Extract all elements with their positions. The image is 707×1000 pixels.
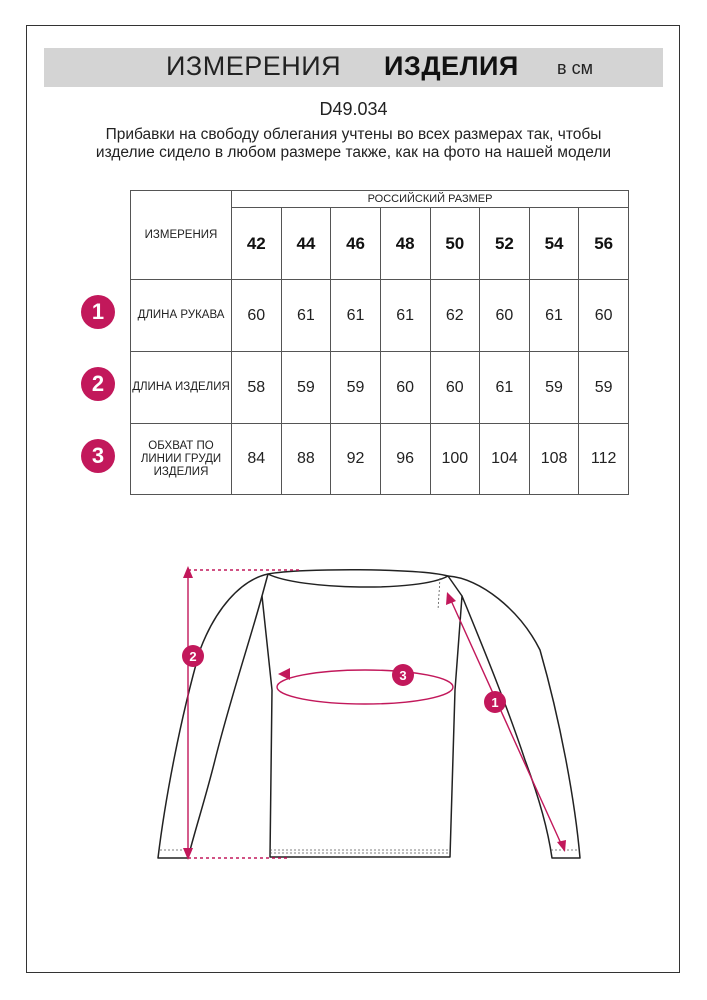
svg-text:3: 3 [399,668,407,683]
size-header: 44 [281,208,331,280]
title-word-product: ИЗДЕЛИЯ [384,51,519,81]
title-unit: в см [557,58,593,78]
cell-value: 59 [529,352,579,424]
cell-value: 60 [232,280,282,352]
cell-value: 60 [480,280,530,352]
cell-value: 108 [529,424,579,495]
diagram-marker-1 [484,691,506,713]
row-number-badge: 2 [81,367,115,401]
size-header: 54 [529,208,579,280]
cell-value: 59 [331,352,381,424]
size-header: 50 [430,208,480,280]
sweater-outline [158,570,580,858]
diagram-marker-2 [182,645,204,667]
fit-note: Прибавки на свободу облегания учтены во всех размерах так, чтобы изделие сидело в любом размере также, как на фото на нашей модели [95,126,612,161]
size-header: 46 [331,208,381,280]
row-number-badge: 1 [81,295,115,329]
cell-value: 59 [579,352,629,424]
cell-value: 61 [480,352,530,424]
measurements-header: ИЗМЕРЕНИЯ [131,191,232,280]
cell-value: 60 [579,280,629,352]
cell-value: 58 [232,352,282,424]
size-header: 48 [380,208,430,280]
size-header: 56 [579,208,629,280]
diagram-marker-3 [392,664,414,686]
cell-value: 59 [281,352,331,424]
row-label: ДЛИНА РУКАВА [131,280,232,352]
product-code: D49.034 [319,99,388,119]
cell-value: 104 [480,424,530,495]
cell-value: 61 [281,280,331,352]
cell-value: 88 [281,424,331,495]
svg-text:2: 2 [189,649,197,664]
title-word-measurements: ИЗМЕРЕНИЯ [166,51,342,81]
size-group-header: РОССИЙСКИЙ РАЗМЕР [232,191,629,208]
cell-value: 84 [232,424,282,495]
svg-text:1: 1 [491,695,499,710]
cell-value: 96 [380,424,430,495]
cell-value: 92 [331,424,381,495]
cell-value: 61 [529,280,579,352]
size-header: 52 [480,208,530,280]
row-label: ОБХВАТ ПО ЛИНИИ ГРУДИ ИЗДЕЛИЯ [131,424,232,495]
cell-value: 62 [430,280,480,352]
size-header: 42 [232,208,282,280]
cell-value: 100 [430,424,480,495]
row-label: ДЛИНА ИЗДЕЛИЯ [131,352,232,424]
cell-value: 61 [331,280,381,352]
cell-value: 60 [430,352,480,424]
row-number-badge: 3 [81,439,115,473]
cell-value: 112 [579,424,629,495]
cell-value: 60 [380,352,430,424]
cell-value: 61 [380,280,430,352]
